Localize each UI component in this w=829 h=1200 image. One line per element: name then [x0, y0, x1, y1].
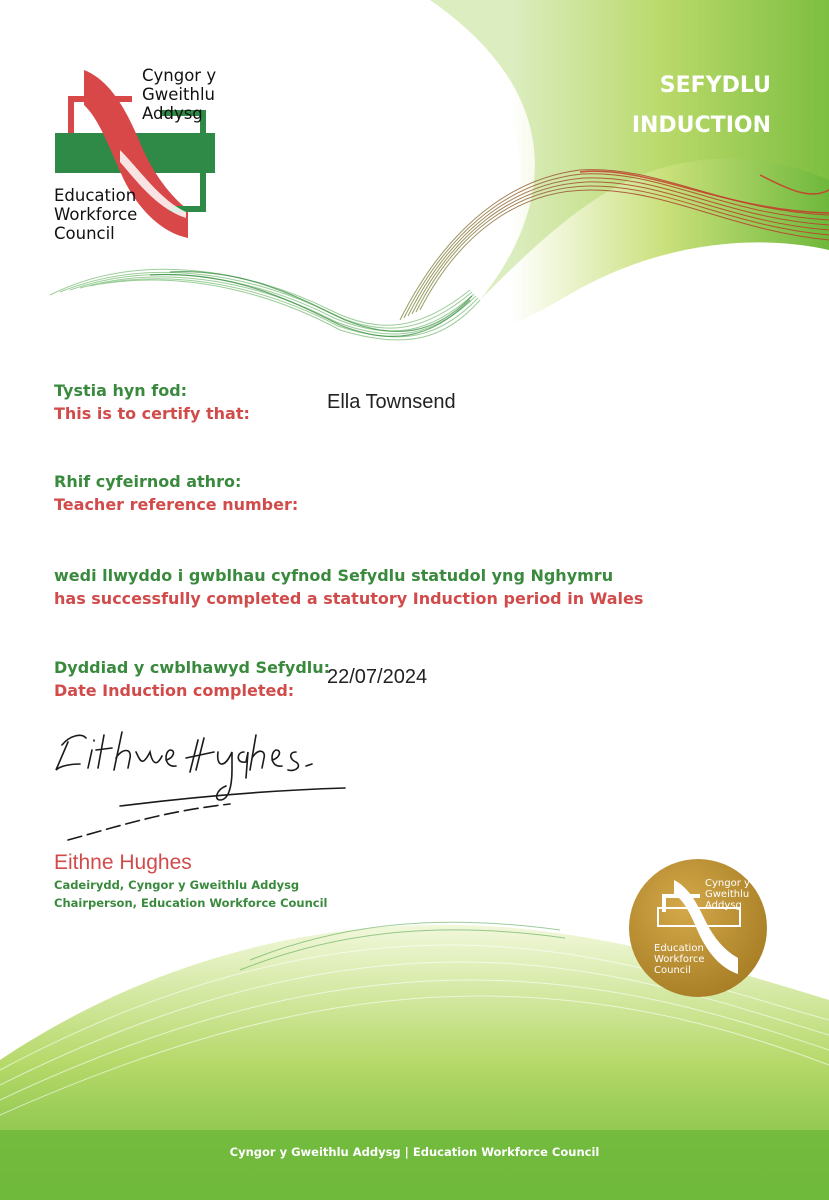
date-label-english: Date Induction completed: — [54, 681, 295, 700]
signature-graphic — [56, 732, 345, 840]
reference-label-english: Teacher reference number: — [54, 495, 299, 514]
logo-name-welsh: Cyngor y Gweithlu Addysg — [142, 66, 217, 123]
signatory-title-welsh: Cadeirydd, Cyngor y Gweithlu Addysg — [54, 878, 300, 892]
title-welsh: SEFYDLU — [659, 73, 771, 98]
title-english: INDUCTION — [631, 113, 771, 138]
certify-label — [54, 379, 250, 425]
date-completed: 22/07/2024 — [327, 666, 428, 688]
certify-label-welsh: Tystia hyn fod: — [54, 381, 188, 400]
seal-name-welsh: Cyngor y Gweithlu Addysg — [705, 878, 750, 911]
date-label — [54, 656, 330, 702]
completion-text-welsh: wedi llwyddo i gwblhau cyfnod Sefydlu statudol yng Nghymru — [54, 566, 614, 585]
teacher-name: Ella Townsend — [327, 391, 456, 413]
certificate-title — [632, 66, 771, 146]
completion-statement — [54, 564, 643, 610]
certify-label-english: This is to certify that: — [54, 404, 250, 423]
logo-name-english: Education Workforce Council — [54, 186, 138, 243]
signatory-title-english: Chairperson, Education Workforce Council — [54, 896, 328, 910]
reference-label — [54, 470, 298, 516]
footer-text: Cyngor y Gweithlu Addysg | Education Workforce Council — [229, 1145, 600, 1159]
date-label-welsh: Dyddiad y cwblhawyd Sefydlu: — [54, 658, 331, 677]
reference-label-welsh: Rhif cyfeirnod athro: — [54, 472, 242, 491]
signatory-titles — [54, 876, 328, 912]
seal-name-english: Education Workforce Council — [654, 943, 705, 976]
signatory-name: Eithne Hughes — [54, 851, 192, 874]
completion-text-english: has successfully completed a statutory Induction period in Wales — [54, 589, 644, 608]
